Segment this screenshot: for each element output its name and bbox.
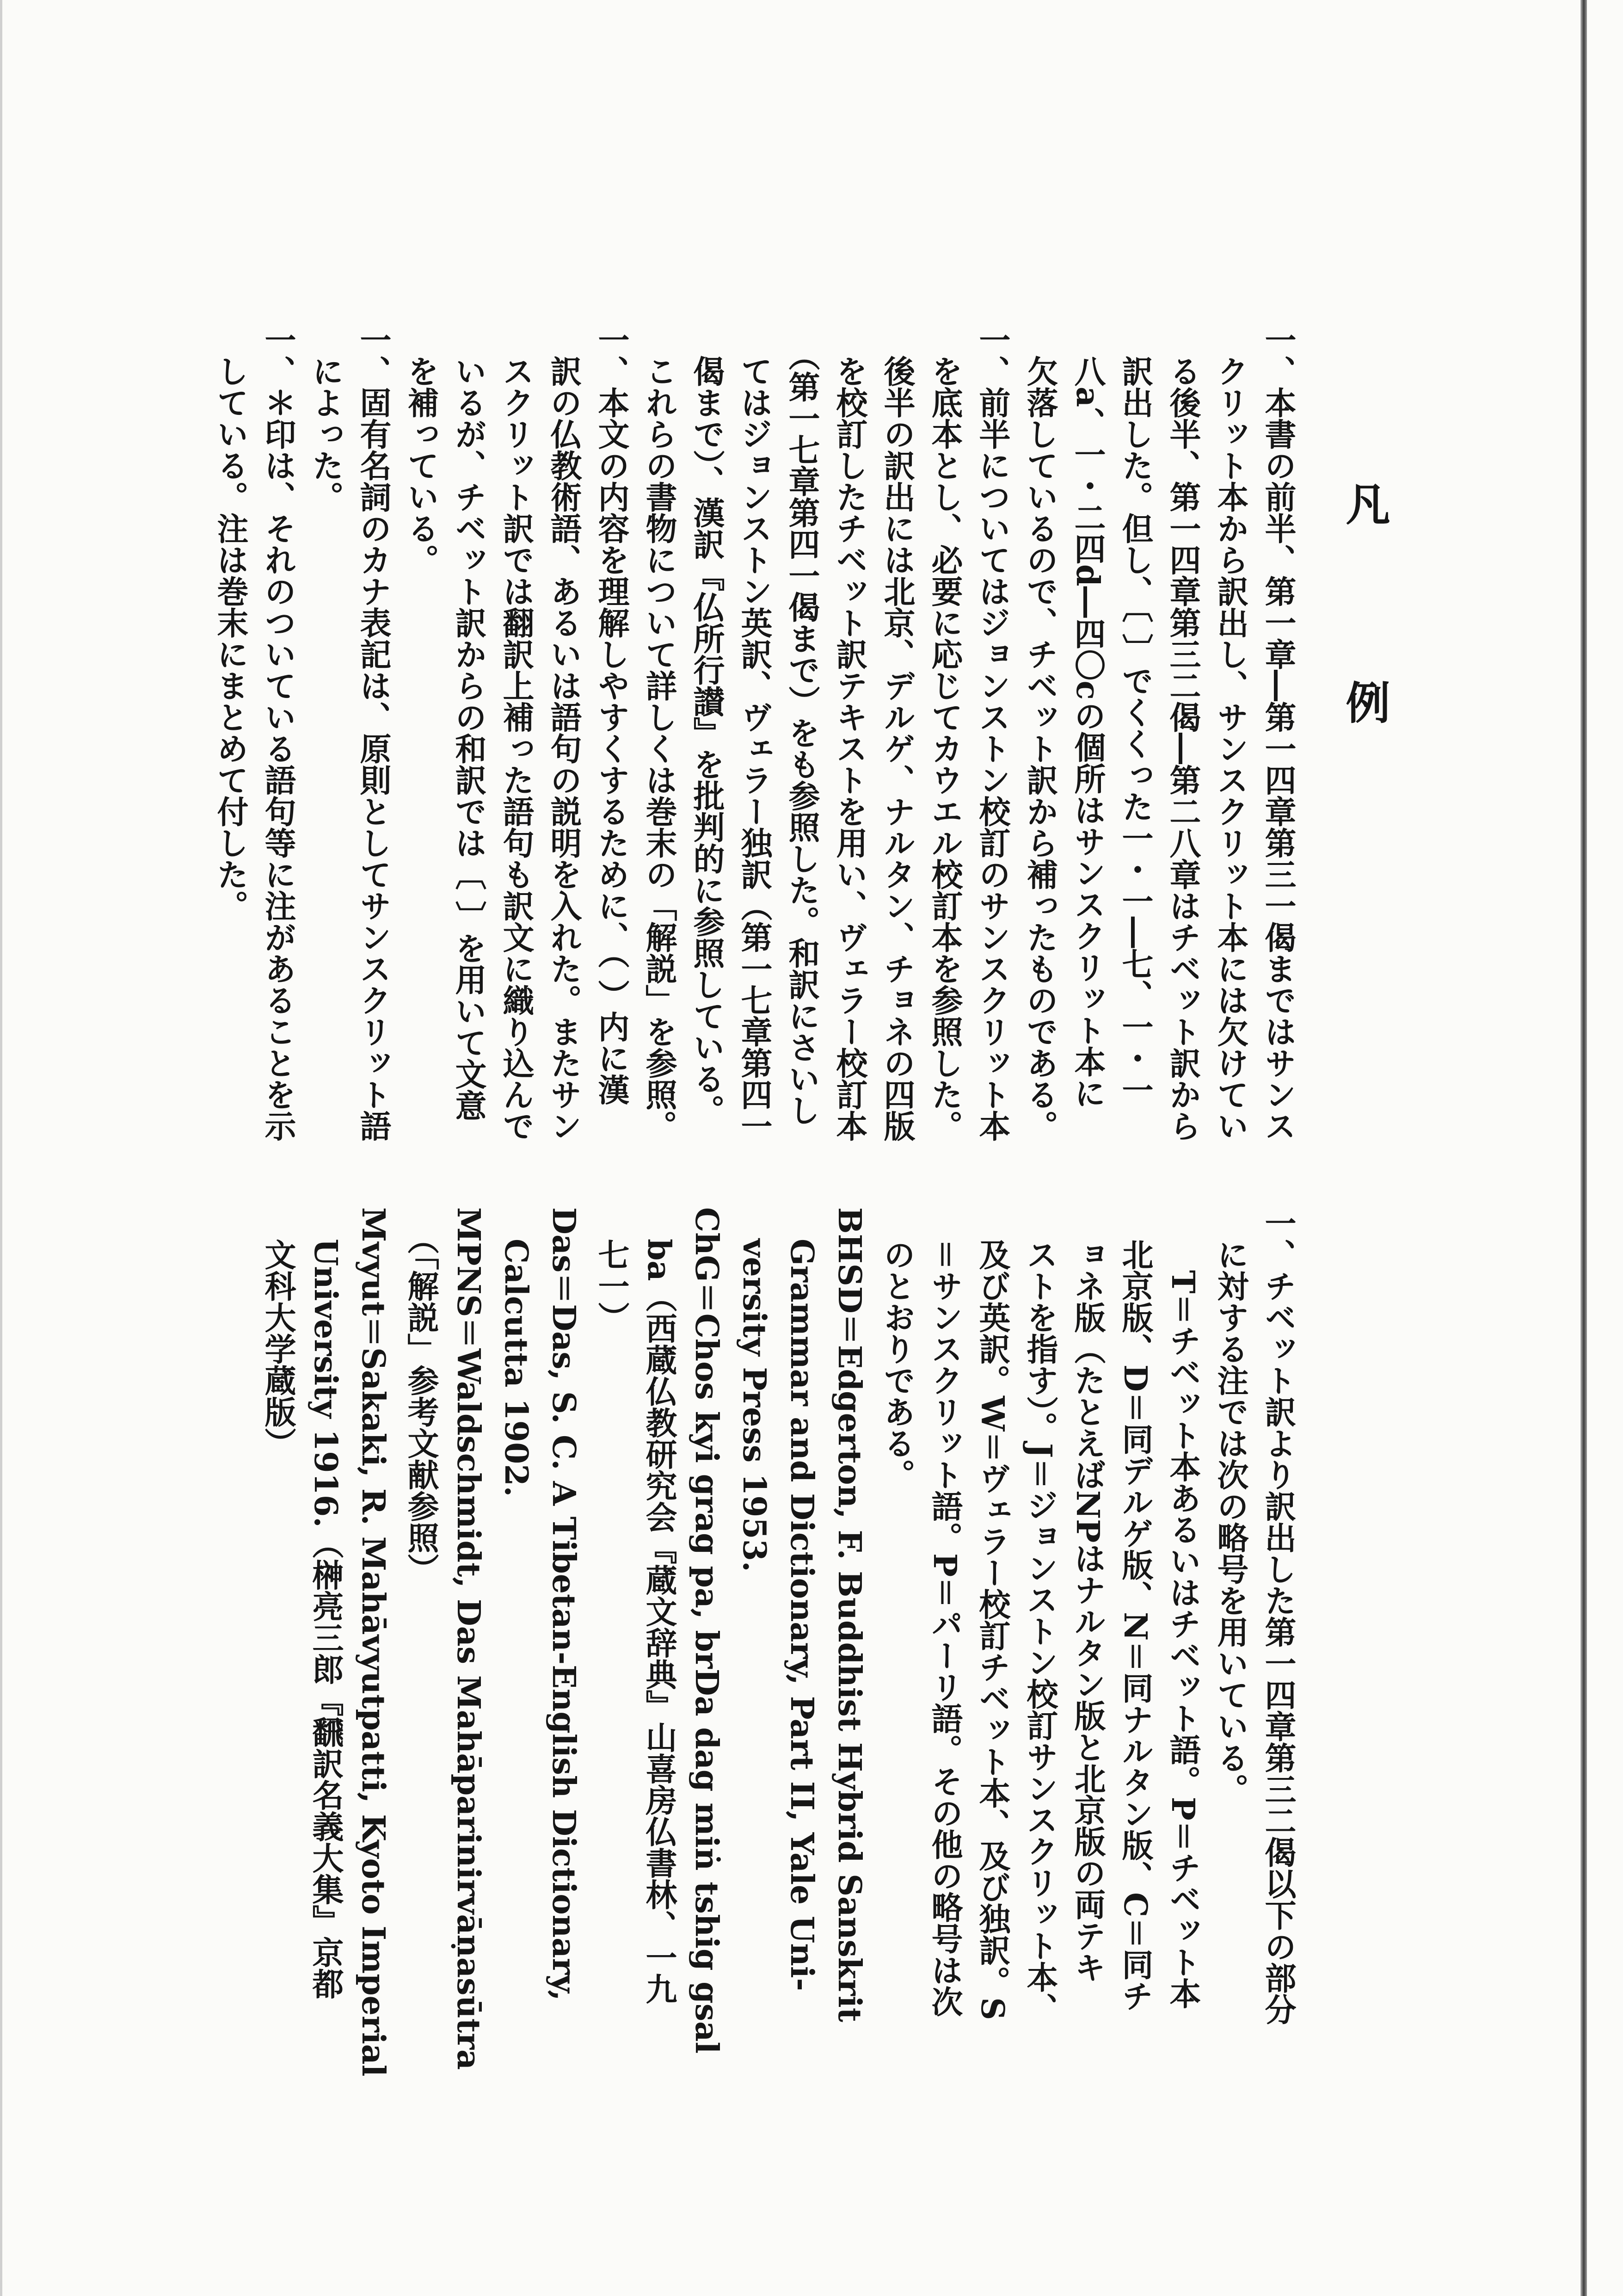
- scan-edge-right: [1580, 0, 1587, 2296]
- scan-edge-left: [0, 0, 2, 2296]
- page-title: 凡 例: [1339, 481, 1391, 794]
- upper-text-block: 一、本書の前半、第一章―第一四章第三一偈まではサンス クリット本から訳出し、サンスクリット本には欠けてい る後半、第一四章第三二偈―第二八章はチベット訳から 訳出した。但し、〔 〕でくくった一・一―七、一・一 八a、一・二四d―四〇cの個所はサンスクリット本に 欠落しているので、チベット訳から補ったものである。 一、前半についてはジョンストン校訂のサンスクリット本 を底本とし、必要に応じてカウエル校訂本を参照した。 後半の訳出には北京、デルゲ、ナルタン、チョネの四版 を校訂したチベット訳テキストを用い、ヴェラー校訂本 （第一七章第四一偈まで）をも参照した。和訳にさいし てはジョンストン英訳、ヴェラー独訳（第一七章第四一 偈まで）、漢訳『仏所行讃』を批判的に参照している。 これらの書物について詳しくは巻末の「解説」を参照。 一、本文の内容を理解しやすくするために、（ ）内に漢 訳の仏教術語、あるいは語句の説明を入れた。またサン スクリット訳では翻訳上補った語句も訳文に織り込んで いるが、チベット訳からの和訳では〔 〕を用いて文意 を補っている。 一、固有名詞のカナ表記は、原則としてサンスクリット語 によった。 一、＊印は、それのついている語句等に注があることを示 している。注は巻末にまとめて付した。: [212, 324, 1297, 1142]
- lower-text-block: 一、チベット訳より訳出した第一四章第三二偈以下の部分 に対する注では次の略号を用いている。 T＝チベット本あるいはチベット語。P＝チベット本 北京版、D＝同デルゲ版、N＝同ナルタン版、C＝同チ ョネ版（たとえばNPはナルタン版と北京版の両テキ ストを指す）。J＝ジョンストン校訂サンスクリット本、 及び英訳。W＝ヴェラー校訂チベット本、及び独訳。S ＝サンスクリット語。P＝パーリ語。その他の略号は次 のとおりである。 BHSD＝Edgerton, F. Buddhist Hybrid Sanskrit Grammar and Dictionary, Part II, Yale Uni- versity Press 1953. ChG＝Chos kyi grag pa, brDa dag miṅ tshig gsal ba（西蔵仏教研究会『蔵文辞典』山喜房仏書林、一九 七一） Das＝Das, S. C. A Tibetan-English Dictionary, Calcutta 1902. MPNS＝Waldschmidt, Das Mahāparinirvāṇasūtra （「解説」参考文献参照） Mvyut＝Sakaki, R. Mahāvyutpatti, Kyoto Imperial University 1916.（榊亮三郎『飜訳名義大集』京都 文科大学蔵版）: [259, 1207, 1297, 2077]
